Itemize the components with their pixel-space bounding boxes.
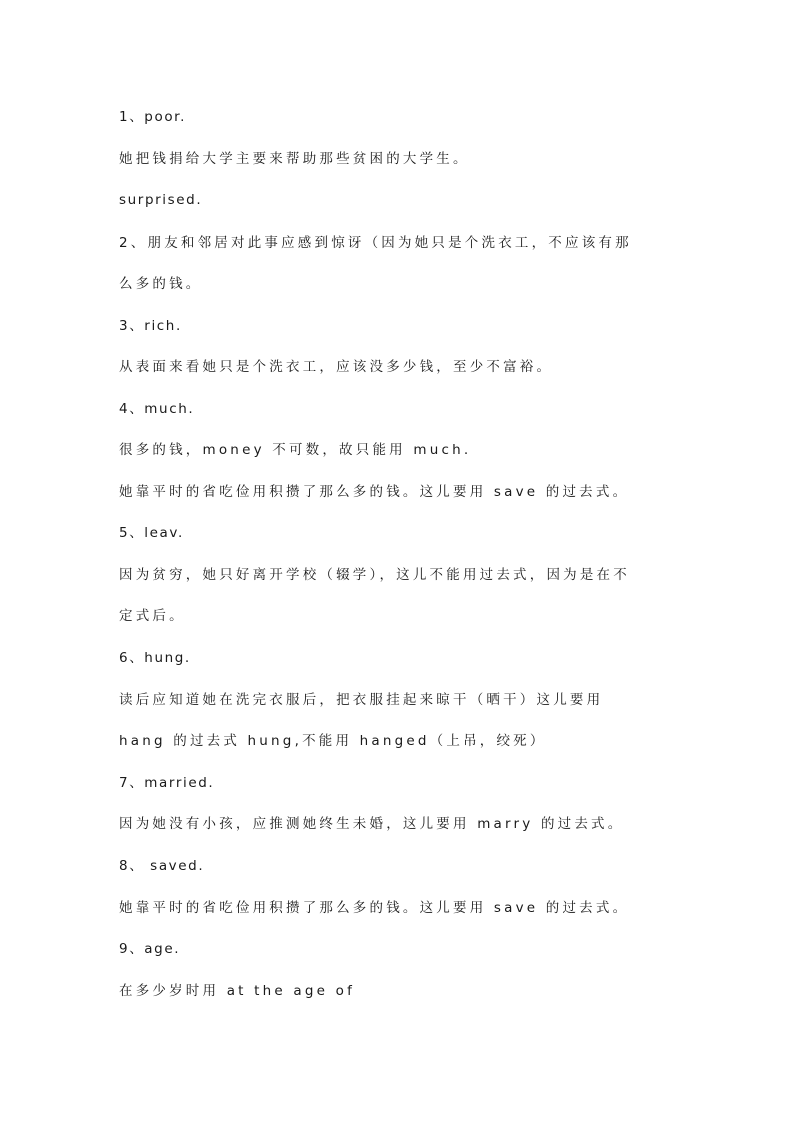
answer-4-heading: 4、much. bbox=[119, 401, 195, 417]
answer-8-heading: 8、 saved. bbox=[119, 858, 205, 874]
answer-6-heading: 6、hung. bbox=[119, 650, 191, 666]
answer-5-heading: 5、leav. bbox=[119, 525, 184, 541]
answer-6-explanation-line-2: hang 的过去式 hung,不能用 hanged（上吊，绞死） bbox=[119, 733, 547, 749]
answer-1-heading: 1、poor. bbox=[119, 109, 186, 125]
answer-2-explanation-line-1: 2、朋友和邻居对此事应感到惊讶（因为她只是个洗衣工，不应该有那 bbox=[119, 235, 632, 251]
answer-7-explanation: 因为她没有小孩，应推测她终生未婚，这儿要用 marry 的过去式。 bbox=[119, 816, 625, 832]
answer-2-word: surprised. bbox=[119, 192, 203, 208]
answer-8-explanation: 她靠平时的省吃俭用积攒了那么多的钱。这儿要用 save 的过去式。 bbox=[119, 900, 630, 916]
answer-6-explanation-line-1: 读后应知道她在洗完衣服后，把衣服挂起来晾干（晒干）这儿要用 bbox=[119, 692, 604, 708]
answer-5-explanation-line-2: 定式后。 bbox=[119, 608, 186, 624]
answer-4-explanation-line-1: 很多的钱，money 不可数，故只能用 much. bbox=[119, 442, 472, 458]
answer-4-explanation-line-2: 她靠平时的省吃俭用积攒了那么多的钱。这儿要用 save 的过去式。 bbox=[119, 484, 630, 500]
answer-3-heading: 3、rich. bbox=[119, 318, 182, 334]
answer-1-explanation: 她把钱捐给大学主要来帮助那些贫困的大学生。 bbox=[119, 151, 470, 167]
answer-9-heading: 9、age. bbox=[119, 941, 181, 957]
answer-9-explanation: 在多少岁时用 at the age of bbox=[119, 983, 356, 999]
answer-7-heading: 7、married. bbox=[119, 775, 215, 791]
answer-3-explanation: 从表面来看她只是个洗衣工，应该没多少钱，至少不富裕。 bbox=[119, 359, 554, 375]
answer-2-explanation-line-2: 么多的钱。 bbox=[119, 276, 203, 292]
answer-5-explanation-line-1: 因为贫穷，她只好离开学校（辍学），这儿不能用过去式，因为是在不 bbox=[119, 567, 630, 583]
